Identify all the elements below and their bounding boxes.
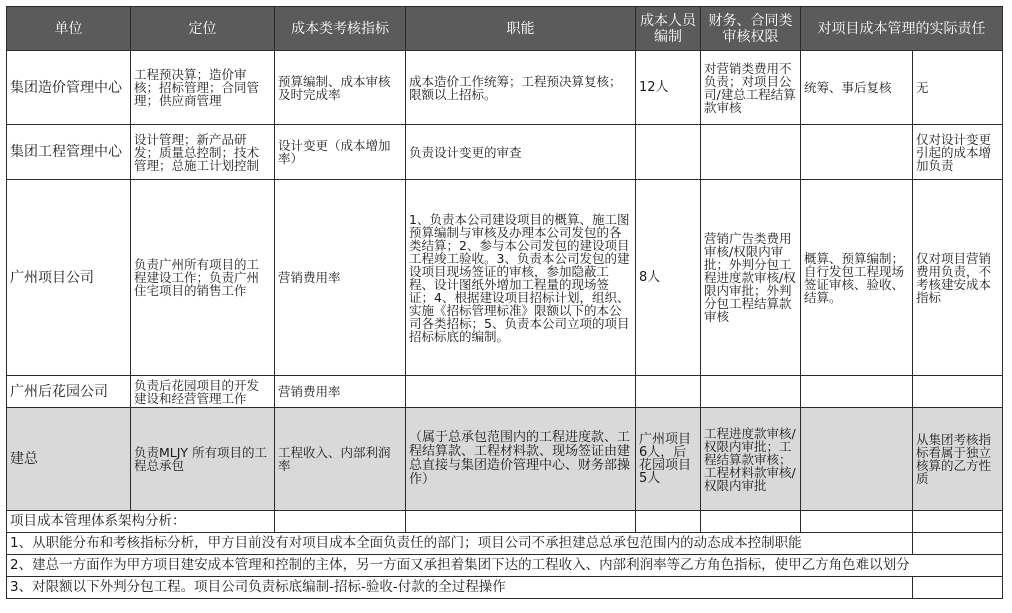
cell-kpi: 预算编制、成本审核及时完成率 — [275, 51, 406, 125]
cell-responsibility-b — [913, 376, 1003, 408]
cell-position: 工程预决算；造价审核；招标管理；合同管理；供应商管理 — [131, 51, 275, 125]
analysis-row — [7, 555, 1003, 577]
analysis-line-3: 3、对限额以下外判分包工程。项目公司负责标底编制-招标-验收-付款的全过程操作 — [7, 577, 913, 599]
cell-function: 负责设计变更的审查 — [406, 125, 636, 180]
cell-kpi: 工程收入、内部利润率 — [275, 408, 406, 511]
cell-responsibility-a — [801, 125, 913, 180]
analysis-title: 项目成本管理体系架构分析： — [7, 511, 275, 533]
table-row — [7, 376, 1003, 408]
empty-cell — [913, 511, 1003, 533]
table-row — [7, 51, 1003, 125]
header-row — [7, 7, 1003, 51]
cell-audit: 营销广告类费用审核/权限内审批；外判分包工程进度款审核/权限内审批；外判分包工程结算款审核 — [701, 180, 801, 376]
cell-responsibility-b: 无 — [913, 51, 1003, 125]
cell-function — [406, 376, 636, 408]
cell-audit: 对营销类费用不负责；对项目公司/建总工程结算款审核 — [701, 51, 801, 125]
cell-responsibility-a — [801, 376, 913, 408]
cell-audit — [701, 376, 801, 408]
cell-function: 成本造价工作统筹；工程预决算复核；限额以上招标。 — [406, 51, 636, 125]
analysis-row — [7, 533, 1003, 555]
analysis-row — [7, 577, 1003, 599]
header-staff: 成本人员编制 — [636, 7, 701, 51]
header-function: 职能 — [406, 7, 636, 51]
empty-cell — [701, 511, 801, 533]
cell-kpi: 营销费用率 — [275, 180, 406, 376]
table-row — [7, 180, 1003, 376]
cell-unit: 广州项目公司 — [7, 180, 131, 376]
cell-unit: 集团造价管理中心 — [7, 51, 131, 125]
cell-position: 负责后花园项目的开发建设和经营管理工作 — [131, 376, 275, 408]
cost-management-table — [6, 6, 1003, 599]
analysis-line-1: 1、从职能分布和考核指标分析，甲方目前没有对项目成本全面负责任的部门；项目公司不承担建总总承包范围内的动态成本控制职能 — [7, 533, 913, 555]
empty-cell — [275, 511, 406, 533]
header-responsibility: 对项目成本管理的实际责任 — [801, 7, 1003, 51]
empty-cell — [913, 577, 1003, 599]
cell-kpi: 营销费用率 — [275, 376, 406, 408]
cost-management-table-wrap — [6, 6, 1003, 599]
cell-position: 负责MLJY 所有项目的工程总承包 — [131, 408, 275, 511]
cell-position: 负责广州所有项目的工程建设工作；负责广州住宅项目的销售工作 — [131, 180, 275, 376]
cell-audit — [701, 125, 801, 180]
analysis-title-row — [7, 511, 1003, 533]
empty-cell — [913, 533, 1003, 555]
empty-cell — [801, 511, 913, 533]
table-row-highlighted — [7, 408, 1003, 511]
cell-unit: 建总 — [7, 408, 131, 511]
cell-staff — [636, 376, 701, 408]
cell-unit: 广州后花园公司 — [7, 376, 131, 408]
header-unit: 单位 — [7, 7, 131, 51]
cell-responsibility-b: 仅对设计变更引起的成本增加负责 — [913, 125, 1003, 180]
header-kpi: 成本类考核指标 — [275, 7, 406, 51]
cell-unit: 集团工程管理中心 — [7, 125, 131, 180]
cell-responsibility-a — [801, 408, 913, 511]
cell-audit: 工程进度款审核/权限内审批；工程结算款审核；工程材料款审核/权限内审批 — [701, 408, 801, 511]
empty-cell — [636, 511, 701, 533]
cell-responsibility-b: 从集团考核指标看属于独立核算的乙方性质 — [913, 408, 1003, 511]
cell-staff: 12人 — [636, 51, 701, 125]
cell-staff — [636, 125, 701, 180]
table-row — [7, 125, 1003, 180]
cell-function: （属于总承包范围内的工程进度款、工程结算款、工程材料款、现场签证由建总直接与集团造价管理中心、财务部操作） — [406, 408, 636, 511]
cell-responsibility-b: 仅对项目营销费用负责，不考核建安成本指标 — [913, 180, 1003, 376]
cell-function: 1、负责本公司建设项目的概算、施工图预算编制与审核及办理本公司发包的各类结算；2、参与本公司发包的建设项目工程竣工验收。3、负责本公司发包的建设项目现场签证的审核，参加隐蔽工程、设计图纸外增加工程量的现场签证；4、根据建设项目招标计划，组织、实施《招标管理标准》限额以下的本公司各类招标；5、负责本公司立项的项目招标标底的编制。 — [406, 180, 636, 376]
header-position: 定位 — [131, 7, 275, 51]
cell-staff: 广州项目6人，后花园项目5人 — [636, 408, 701, 511]
cell-kpi: 设计变更（成本增加率） — [275, 125, 406, 180]
cell-responsibility-a: 统筹、事后复核 — [801, 51, 913, 125]
cell-position: 设计管理；新产品研发；质量总控制；技术管理；总施工计划控制 — [131, 125, 275, 180]
cell-responsibility-a: 概算、预算编制；自行发包工程现场签证审核、验收、结算。 — [801, 180, 913, 376]
header-audit: 财务、合同类审核权限 — [701, 7, 801, 51]
empty-cell — [406, 511, 636, 533]
cell-staff: 8人 — [636, 180, 701, 376]
analysis-line-2: 2、建总一方面作为甲方项目建安成本管理和控制的主体，另一方面又承担着集团下达的工程收入、内部利润率等乙方角色指标，使甲乙方角色难以划分 — [7, 555, 1003, 577]
